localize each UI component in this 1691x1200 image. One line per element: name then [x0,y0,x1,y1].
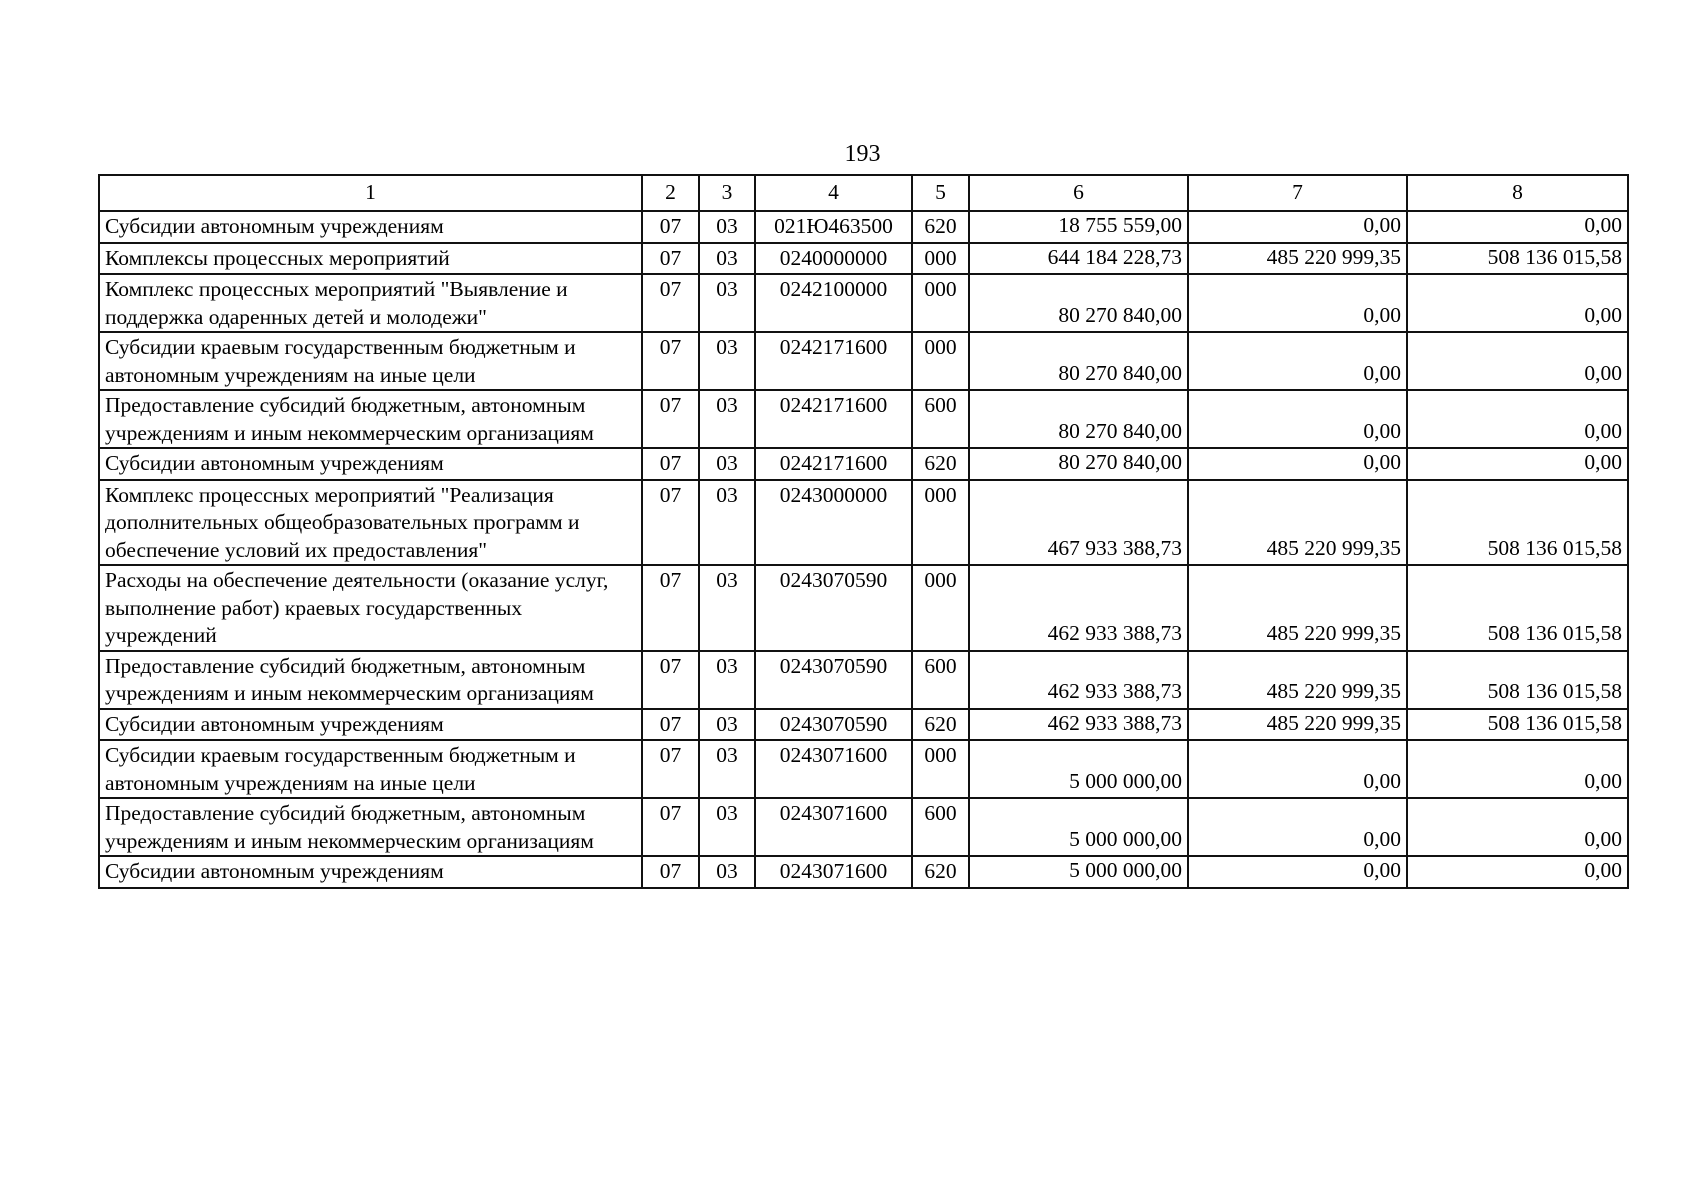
row-section: 07 [642,448,699,480]
row-amount-year-3: 508 136 015,58 [1407,243,1628,275]
row-amount-year-2: 0,00 [1188,274,1407,332]
row-target-code: 0242100000 [755,274,912,332]
row-section: 07 [642,709,699,741]
row-amount-year-2: 485 220 999,35 [1188,480,1407,566]
row-amount-year-1: 467 933 388,73 [969,480,1188,566]
row-target-code: 0243070590 [755,651,912,709]
table-row [99,856,1628,888]
row-target-code: 021Ю463500 [755,211,912,243]
row-target-code: 0242171600 [755,448,912,480]
row-section: 07 [642,651,699,709]
table-row [99,332,1628,390]
row-section: 07 [642,798,699,856]
row-target-code: 0242171600 [755,332,912,390]
row-name: Субсидии краевым государственным бюджетным и автономным учреждениям на иные цели [99,332,642,390]
row-amount-year-2: 485 220 999,35 [1188,565,1407,651]
row-subsection: 03 [699,740,755,798]
row-expense-type: 600 [912,651,969,709]
row-amount-year-1: 80 270 840,00 [969,274,1188,332]
row-subsection: 03 [699,856,755,888]
row-amount-year-2: 0,00 [1188,332,1407,390]
row-name: Субсидии автономным учреждениям [99,709,642,741]
row-expense-type: 000 [912,274,969,332]
row-expense-type: 000 [912,332,969,390]
row-name: Комплекс процессных мероприятий "Реализация дополнительных общеобразовательных программ и обеспечение условий их предоставления" [99,480,642,566]
row-amount-year-1: 5 000 000,00 [969,798,1188,856]
row-expense-type: 600 [912,798,969,856]
row-amount-year-1: 18 755 559,00 [969,211,1188,243]
header-cell-8: 8 [1407,175,1628,211]
row-name: Предоставление субсидий бюджетным, автономным учреждениям и иным некоммерческим организациям [99,651,642,709]
row-target-code: 0242171600 [755,390,912,448]
table-row [99,651,1628,709]
row-subsection: 03 [699,332,755,390]
table-row [99,390,1628,448]
row-amount-year-3: 0,00 [1407,740,1628,798]
row-amount-year-3: 508 136 015,58 [1407,565,1628,651]
header-cell-7: 7 [1188,175,1407,211]
row-subsection: 03 [699,798,755,856]
row-amount-year-3: 0,00 [1407,274,1628,332]
row-name: Субсидии автономным учреждениям [99,211,642,243]
row-amount-year-3: 508 136 015,58 [1407,480,1628,566]
row-subsection: 03 [699,709,755,741]
row-expense-type: 620 [912,211,969,243]
page-number: 193 [844,141,881,167]
row-expense-type: 600 [912,390,969,448]
row-amount-year-2: 0,00 [1188,390,1407,448]
row-target-code: 0243000000 [755,480,912,566]
row-expense-type: 620 [912,448,969,480]
row-target-code: 0240000000 [755,243,912,275]
row-section: 07 [642,856,699,888]
header-cell-6: 6 [969,175,1188,211]
table-row [99,274,1628,332]
row-target-code: 0243071600 [755,740,912,798]
row-expense-type: 000 [912,480,969,566]
row-section: 07 [642,480,699,566]
row-target-code: 0243071600 [755,798,912,856]
header-cell-3: 3 [699,175,755,211]
row-amount-year-3: 0,00 [1407,332,1628,390]
row-amount-year-1: 5 000 000,00 [969,856,1188,888]
row-subsection: 03 [699,243,755,275]
row-amount-year-3: 0,00 [1407,448,1628,480]
row-amount-year-2: 0,00 [1188,798,1407,856]
row-amount-year-1: 80 270 840,00 [969,332,1188,390]
row-amount-year-2: 0,00 [1188,740,1407,798]
row-target-code: 0243070590 [755,565,912,651]
row-subsection: 03 [699,651,755,709]
table-row [99,448,1628,480]
row-subsection: 03 [699,390,755,448]
row-section: 07 [642,243,699,275]
table-row [99,243,1628,275]
row-amount-year-1: 644 184 228,73 [969,243,1188,275]
table-row [99,480,1628,566]
row-amount-year-1: 462 933 388,73 [969,709,1188,741]
row-target-code: 0243070590 [755,709,912,741]
row-name: Предоставление субсидий бюджетным, автономным учреждениям и иным некоммерческим организациям [99,390,642,448]
row-name: Комплекс процессных мероприятий "Выявление и поддержка одаренных детей и молодежи" [99,274,642,332]
row-amount-year-2: 485 220 999,35 [1188,709,1407,741]
row-section: 07 [642,740,699,798]
table-row [99,565,1628,651]
row-amount-year-2: 485 220 999,35 [1188,243,1407,275]
row-expense-type: 620 [912,856,969,888]
row-amount-year-3: 0,00 [1407,798,1628,856]
row-amount-year-3: 508 136 015,58 [1407,709,1628,741]
row-amount-year-2: 0,00 [1188,211,1407,243]
row-subsection: 03 [699,565,755,651]
row-amount-year-3: 0,00 [1407,856,1628,888]
table-row [99,211,1628,243]
row-name: Субсидии автономным учреждениям [99,856,642,888]
row-amount-year-2: 0,00 [1188,856,1407,888]
row-section: 07 [642,332,699,390]
row-target-code: 0243071600 [755,856,912,888]
row-amount-year-1: 5 000 000,00 [969,740,1188,798]
row-expense-type: 620 [912,709,969,741]
row-section: 07 [642,211,699,243]
row-expense-type: 000 [912,243,969,275]
row-name: Субсидии автономным учреждениям [99,448,642,480]
row-subsection: 03 [699,274,755,332]
row-amount-year-1: 80 270 840,00 [969,390,1188,448]
row-name: Предоставление субсидий бюджетным, автономным учреждениям и иным некоммерческим организациям [99,798,642,856]
row-amount-year-2: 485 220 999,35 [1188,651,1407,709]
budget-table [98,174,1629,889]
row-subsection: 03 [699,211,755,243]
row-amount-year-1: 462 933 388,73 [969,651,1188,709]
table-row [99,798,1628,856]
row-section: 07 [642,565,699,651]
table-row [99,709,1628,741]
row-section: 07 [642,274,699,332]
header-cell-5: 5 [912,175,969,211]
row-amount-year-3: 0,00 [1407,211,1628,243]
row-expense-type: 000 [912,740,969,798]
header-cell-4: 4 [755,175,912,211]
row-name: Расходы на обеспечение деятельности (оказание услуг, выполнение работ) краевых государственных учреждений [99,565,642,651]
header-cell-2: 2 [642,175,699,211]
row-amount-year-1: 462 933 388,73 [969,565,1188,651]
row-name: Субсидии краевым государственным бюджетным и автономным учреждениям на иные цели [99,740,642,798]
row-subsection: 03 [699,448,755,480]
row-subsection: 03 [699,480,755,566]
header-row [99,175,1628,211]
row-amount-year-2: 0,00 [1188,448,1407,480]
row-amount-year-3: 0,00 [1407,390,1628,448]
row-section: 07 [642,390,699,448]
row-expense-type: 000 [912,565,969,651]
row-name: Комплексы процессных мероприятий [99,243,642,275]
row-amount-year-1: 80 270 840,00 [969,448,1188,480]
table-row [99,740,1628,798]
row-amount-year-3: 508 136 015,58 [1407,651,1628,709]
header-cell-1: 1 [99,175,642,211]
